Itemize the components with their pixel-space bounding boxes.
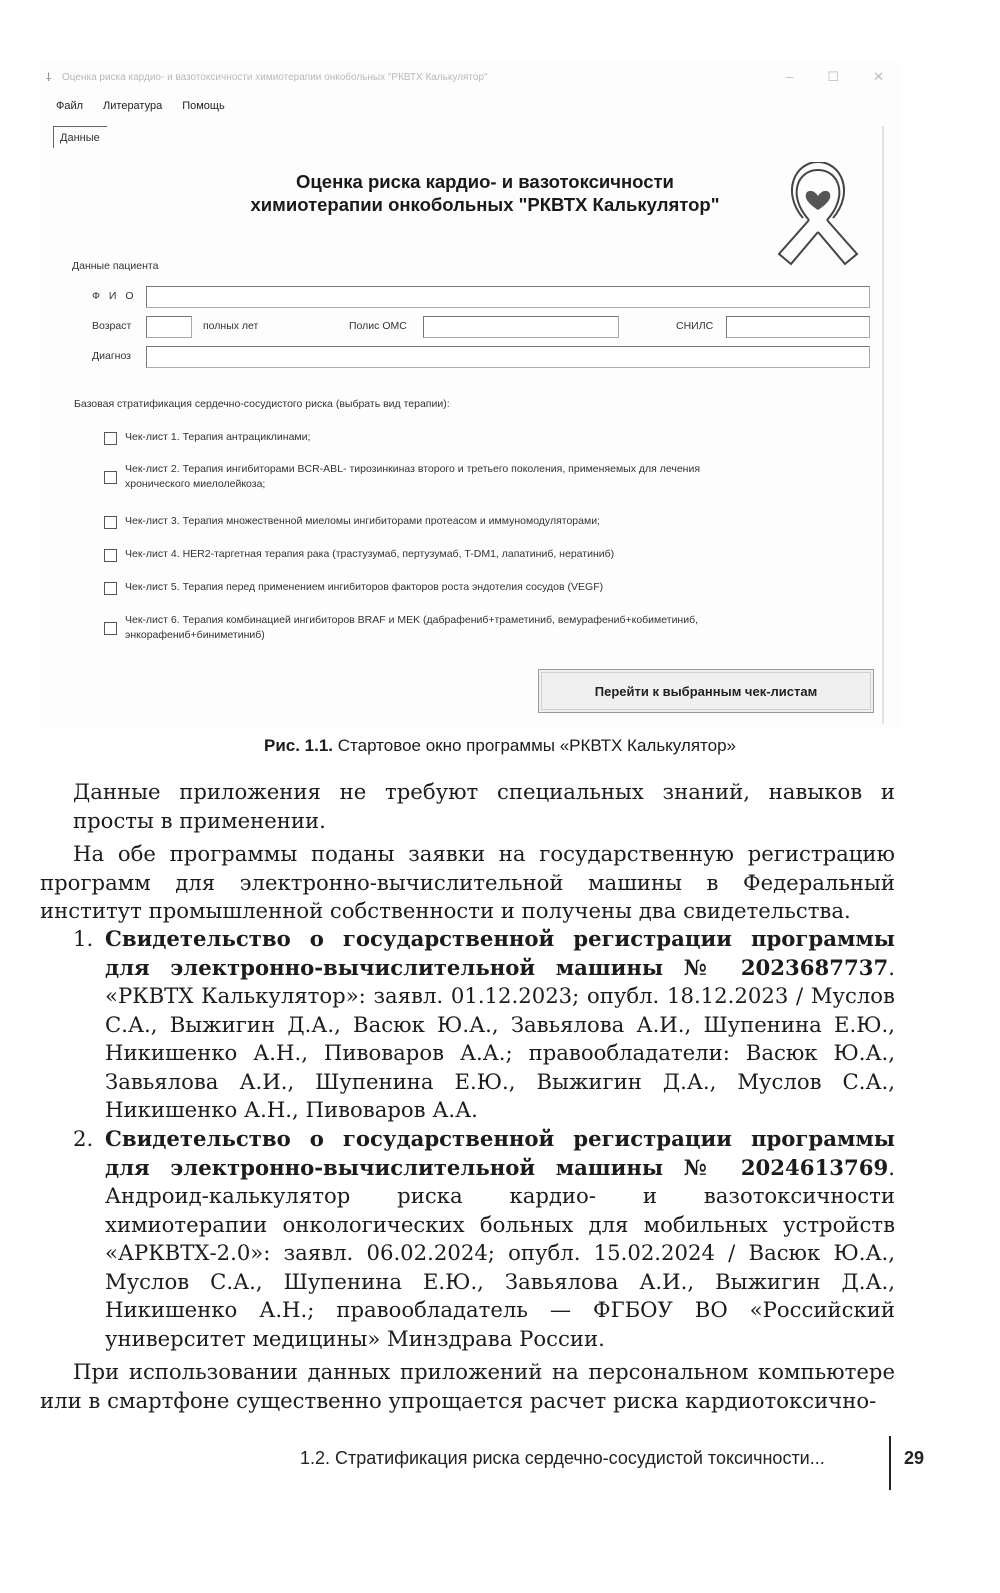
- checklist-2-label: Чек-лист 2. Терапия ингибиторами BCR-ABL- тирозинкиназ второго и третьего поколения, применяемых для лечения хронического миелолейкоза;: [125, 463, 701, 490]
- age-suffix: полных лет: [203, 320, 259, 332]
- checklist-3[interactable]: [104, 514, 824, 529]
- window-controls: [786, 69, 884, 85]
- list-item-2-details: . Андроид-калькулятор риска кардио- и вазотоксичности химиотерапии онкологических больных для мобильных устройств «АРКВТХ-2.0»: заявл. 06.02.2024; опубл. 15.02.2024 / Васюк Ю.А., Муслов С.А., Шупенина Е.Ю., Завьялова А.И., Выжигин Д.А., Никишенко А.Н.; правообладатель — ФГБОУ ВО «Российский университет медицины» Минздрава России.: [105, 1154, 895, 1351]
- checklist-1[interactable]: [104, 430, 824, 445]
- checklist-1-label: Чек-лист 1. Терапия антрациклинами;: [125, 431, 311, 443]
- maximize-icon[interactable]: ☐: [827, 69, 840, 84]
- age-label: Возраст: [92, 320, 132, 332]
- goto-checklists-button[interactable]: Перейти к выбранным чек-листам: [538, 669, 874, 713]
- window-title: Оценка риска кардио- и вазотоксичности химиотерапии онкобольных "РКВТХ Калькулятор": [62, 72, 488, 83]
- checklist-4-checkbox[interactable]: [104, 549, 117, 562]
- panel-border: [882, 126, 884, 724]
- close-icon[interactable]: ✕: [873, 69, 884, 84]
- figure-caption: [0, 736, 1000, 756]
- snils-label: СНИЛС: [676, 320, 714, 332]
- oms-label: Полис ОМС: [349, 320, 407, 332]
- figure-caption-label: Рис. 1.1.: [263, 736, 334, 755]
- checklist-3-label: Чек-лист 3. Терапия множественной миеломы ингибиторами протеасом и иммуномодуляторами;: [125, 515, 600, 527]
- page-number: 29: [904, 1448, 925, 1468]
- menu-bar: [56, 100, 225, 112]
- fio-input[interactable]: [146, 286, 870, 308]
- tab-data[interactable]: Данные: [53, 126, 107, 148]
- checklist-1-checkbox[interactable]: [104, 432, 117, 445]
- list-item-1: [73, 925, 895, 1125]
- menu-item-literature[interactable]: Литература: [103, 100, 163, 112]
- checklist-4[interactable]: [104, 547, 824, 562]
- checklist-6-label: Чек-лист 6. Терапия комбинацией ингибиторов BRAF и MEK (дабрафениб+траметиниб, вемурафениб+кобиметиниб, энкорафениб+биниметиниб): [125, 614, 699, 641]
- paragraph-1: Данные приложения не требуют специальных знаний, навыков и просты в применении.: [73, 779, 895, 833]
- checklist-5-checkbox[interactable]: [104, 582, 117, 595]
- checklist-5-label: Чек-лист 5. Терапия перед применением ингибиторов факторов роста эндотелия сосудов (VEGF): [125, 581, 604, 593]
- diagnosis-input[interactable]: [146, 346, 870, 368]
- app-title-line-1: Оценка риска кардио- и вазотоксичности: [296, 171, 674, 192]
- patient-section-label: Данные пациента: [72, 260, 159, 272]
- diagnosis-label: Диагноз: [92, 350, 131, 362]
- minimize-icon[interactable]: –: [786, 69, 794, 84]
- checklist-5[interactable]: [104, 580, 824, 595]
- awareness-ribbon-heart-icon: [773, 162, 863, 272]
- snils-input[interactable]: [726, 316, 870, 338]
- app-window-icon: ⸸: [46, 72, 52, 84]
- menu-item-file[interactable]: Файл: [56, 100, 84, 112]
- list-item-1-details: . «РКВТХ Калькулятор»: заявл. 01.12.2023; опубл. 18.12.2023 / Муслов С.А., Выжигин Д.А., Васюк Ю.А., Завьялова А.И., Шупенина Е.Ю., Никишенко А.Н., Пивоваров А.А.; правообладатели: Васюк Ю.А., Завьялова А.И., Шупенина Е.Ю., Выжигин Д.А., Муслов С.А., Никишенко А.Н., Пивоваров А.А.: [105, 954, 895, 1122]
- app-screenshot: [40, 62, 902, 728]
- app-title: [210, 170, 760, 216]
- oms-input[interactable]: [423, 316, 619, 338]
- fio-label: Ф И О: [92, 290, 137, 302]
- checklist-6[interactable]: [104, 613, 804, 643]
- app-title-line-2: химиотерапии онкобольных "РКВТХ Калькулятор": [250, 194, 720, 215]
- running-head: 1.2. Стратификация риска сердечно-сосудистой токсичности...: [300, 1448, 825, 1468]
- paragraph-3: При использовании данных приложений на персональном компьютере или в смартфоне существенно упрощается расчет риска кардиотоксично-: [40, 1359, 895, 1413]
- age-input[interactable]: [146, 316, 192, 338]
- footer-divider: [889, 1436, 891, 1490]
- checklist-6-checkbox[interactable]: [104, 622, 117, 635]
- list-item-1-number: 1.: [73, 926, 94, 951]
- checklist-2[interactable]: [104, 462, 724, 492]
- figure-caption-text: Стартовое окно программы «РКВТХ Калькулятор»: [337, 736, 737, 755]
- stratification-label: Базовая стратификация сердечно-сосудистого риска (выбрать вид терапии):: [74, 398, 450, 410]
- checklist-3-checkbox[interactable]: [104, 516, 117, 529]
- list-item-2: [73, 1125, 895, 1353]
- checklist-2-checkbox[interactable]: [104, 471, 117, 484]
- checklist-4-label: Чек-лист 4. HER2-таргетная терапия рака (трастузумаб, пертузумаб, T-DM1, лапатиниб, нератиниб): [125, 548, 615, 560]
- paragraph-2: На обе программы поданы заявки на государственную регистрацию программ для электронно-вычислительной машины в Федеральный институт промышленной собственности и получены два свидетельства.: [40, 841, 895, 923]
- list-item-2-number: 2.: [73, 1126, 94, 1151]
- list-item-1-title: Свидетельство о государственной регистрации программы для электронно-вычислительной машины № 2023687737: [105, 926, 895, 980]
- list-item-2-title: Свидетельство о государственной регистрации программы для электронно-вычислительной машины № 2024613769: [105, 1126, 895, 1180]
- menu-item-help[interactable]: Помощь: [182, 100, 225, 112]
